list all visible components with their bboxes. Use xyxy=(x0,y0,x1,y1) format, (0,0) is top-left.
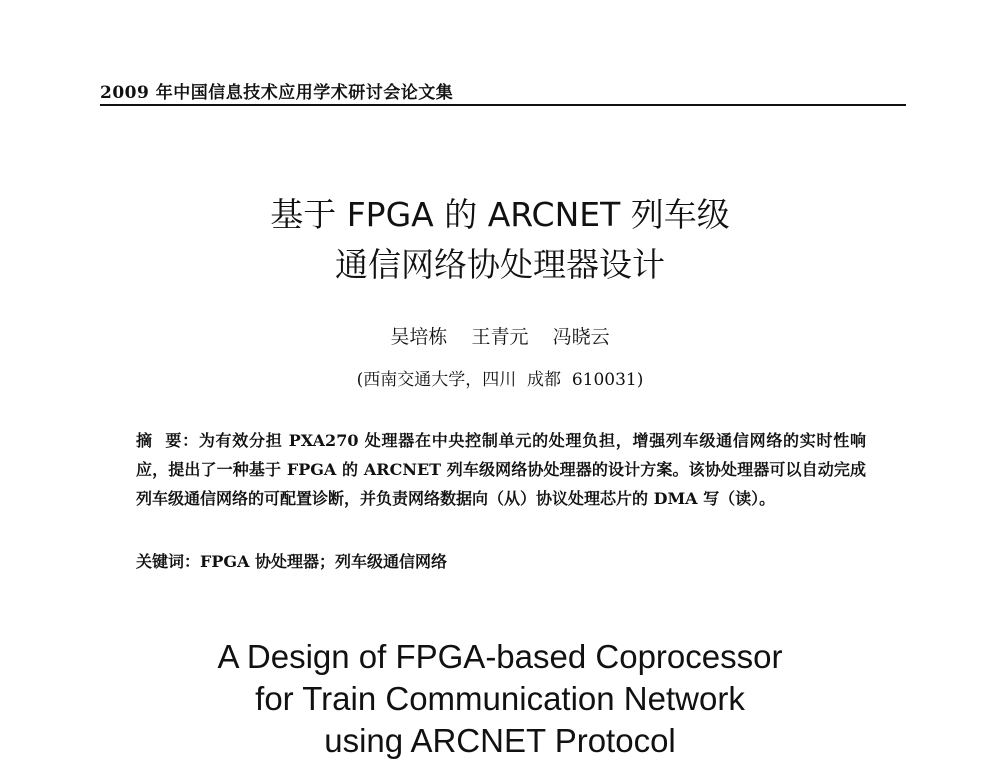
abstract-label: 摘 要： xyxy=(136,431,199,450)
affiliation: (西南交通大学，四川 成都 610031) xyxy=(356,370,644,390)
title-en-line2: for Train Communication Network xyxy=(255,680,745,717)
keywords-text: FPGA 协处理器；列车级通信网络 xyxy=(200,552,448,571)
title-cn-line2: 通信网络协处理器设计 xyxy=(335,245,665,284)
keywords-label: 关键词： xyxy=(136,552,201,571)
title-en-line3: using ARCNET Protocol xyxy=(324,722,676,759)
title-cn-line1: 基于 FPGA 的 ARCNET 列车级 xyxy=(270,195,730,234)
title-en-line1: A Design of FPGA-based Coprocessor xyxy=(217,638,783,675)
authors: 吴培栋 王青元 冯晓云 xyxy=(390,326,610,348)
running-header: 2009 年中国信息技术应用学术研讨会论文集 xyxy=(100,83,454,103)
keywords xyxy=(136,549,447,572)
abstract xyxy=(136,426,866,513)
abstract-text: 为有效分担 PXA270 处理器在中央控制单元的处理负担，增强列车级通信网络的实时性响应，提出了一种基于 FPGA 的 ARCNET 列车级网络协处理器的设计方案。该协处理器可以自动完成列车级通信网络的可配置诊断，并负责网络数据向（从）协议处理芯片的 DMA 写（读）。 xyxy=(136,431,866,508)
header-rule xyxy=(100,104,906,106)
